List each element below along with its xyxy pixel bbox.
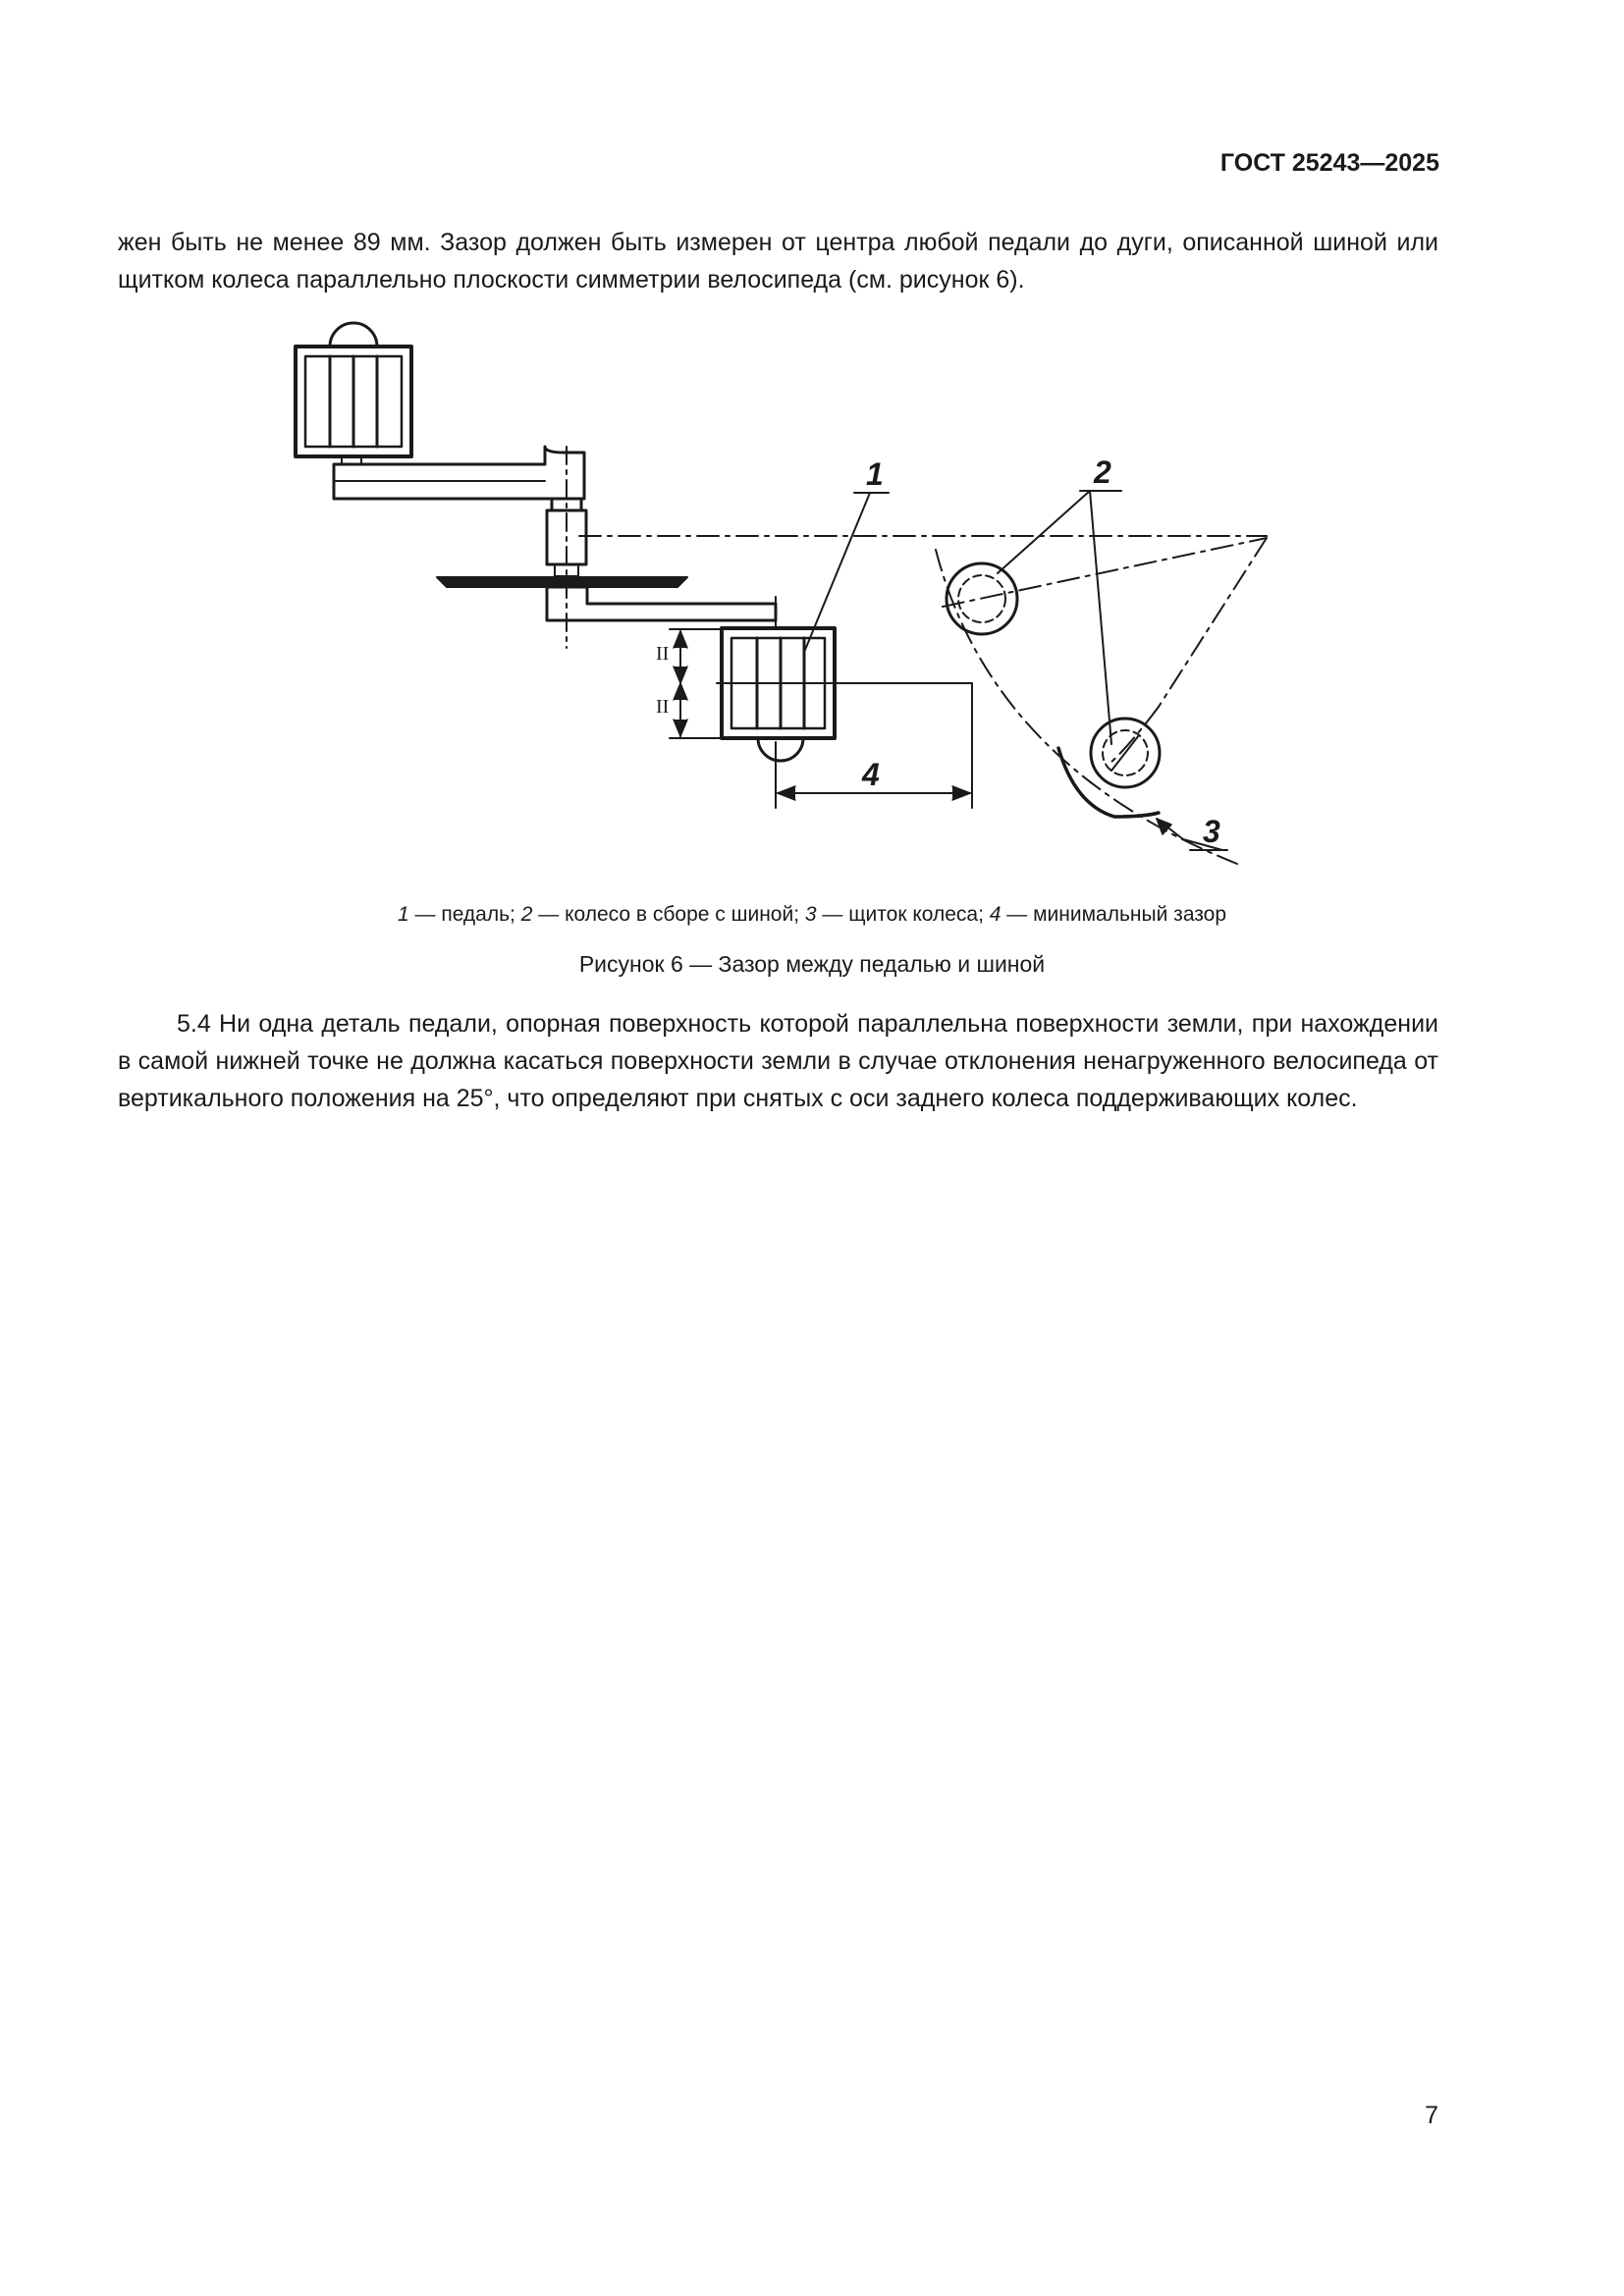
dimension-mark-lower: II	[656, 696, 670, 718]
intro-paragraph: жен быть не менее 89 мм. Зазор должен быть измерен от центра любой педали до дуги, описанной шиной или щитком колеса параллельно плоскости симметрии велосипеда (см. рисунок 6).	[118, 229, 1438, 294]
bottom-bracket	[547, 447, 586, 648]
figure-caption: Рисунок 6 — Зазор между педалью и шиной	[578, 951, 1046, 977]
lower-pedal	[722, 628, 835, 761]
upper-pedal	[296, 323, 411, 464]
legend-n4: 4	[989, 903, 1001, 926]
legend-n1: 1	[397, 903, 409, 926]
callout-4: 4	[862, 757, 880, 792]
section-5-4-paragraph: 5.4 Ни одна деталь педали, опорная поверхность которой параллельна поверхности земли, при нахождении в самой нижней точке не должна касаться поверхности земли в случае отклонения ненагруженного велосипеда от вертикального положения на 25°, что определяют при снятых с оси заднего колеса поддерживающих колес.	[118, 1010, 1438, 1112]
document-id: ГОСТ 25243—2025	[1219, 149, 1439, 177]
figure-legend: 1 — педаль; 2 — колесо в сборе с шиной; 3 — щиток колеса; 4 — минимальный зазор	[397, 903, 1227, 926]
page-number: 7	[1425, 2102, 1438, 2129]
callout-1: 1	[866, 456, 884, 492]
callout-3: 3	[1203, 814, 1220, 849]
dimension-mark-upper: II	[656, 643, 670, 665]
lower-crank-arm	[547, 587, 776, 620]
wheel-hub-lower	[1091, 719, 1160, 787]
upper-crank-arm	[334, 447, 584, 499]
legend-n2: 2	[520, 903, 533, 926]
legend-n3: 3	[804, 903, 817, 926]
callout-2: 2	[1094, 454, 1111, 490]
